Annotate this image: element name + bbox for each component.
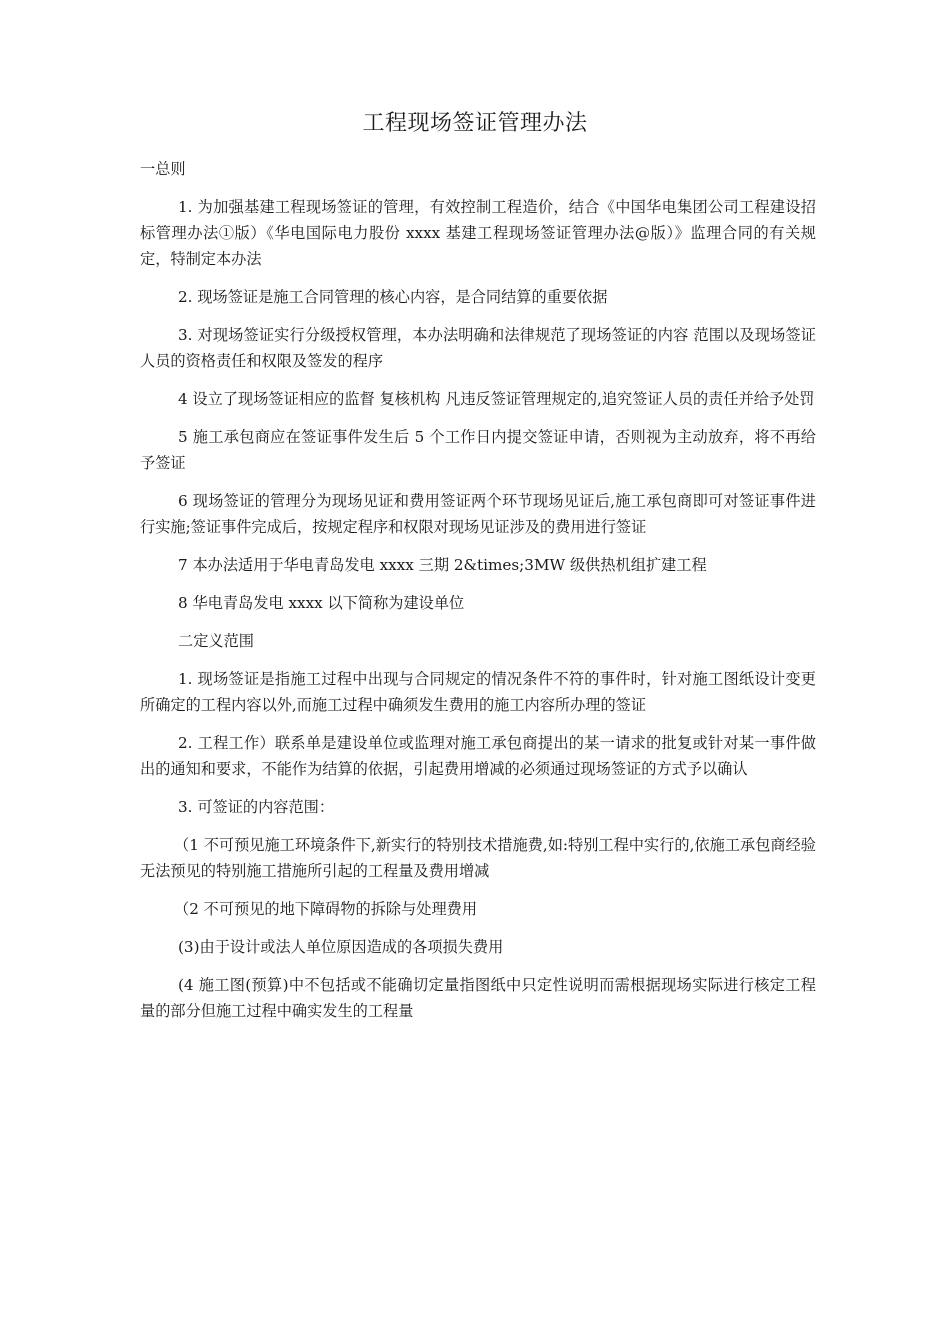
document-title: 工程现场签证管理办法: [362, 111, 588, 136]
paragraph-general-3: 3. 对现场签证实行分级授权管理，本办法明确和法律规范了现场签证的内容 范围以及现场签证人员的资格责任和权限及签发的程序: [140, 326, 816, 370]
section-heading-definitions: 二定义范围: [178, 632, 254, 650]
paragraph-definition-3: 3. 可签证的内容范围：: [178, 798, 335, 816]
list-item-scope-1: （1 不可预见施工环境条件下,新实行的特别技术措施费,如:特别工程中实行的,依施工承包商经验无法预见的特别施工措施所引起的工程量及费用增减: [140, 836, 816, 880]
paragraph-definition-1: 1. 现场签证是指施工过程中出现与合同规定的情况条件不符的事件时，针对施工图纸设计变更所确定的工程内容以外,而施工过程中确须发生费用的施工内容所办理的签证: [140, 670, 816, 714]
paragraph-general-1: 1. 为加强基建工程现场签证的管理，有效控制工程造价，结合《中国华电集团公司工程建设招标管理办法①版）《华电国际电力股份 xxxx 基建工程现场签证管理办法@版）》监理合同的有关规定，特制定本办法: [140, 198, 816, 268]
paragraph-general-6: 6 现场签证的管理分为现场见证和费用签证两个环节现场见证后,施工承包商即可对签证事件进行实施;签证事件完成后，按规定程序和权限对现场见证涉及的费用进行签证: [140, 492, 816, 536]
paragraph-general-7: 7 本办法适用于华电青岛发电 xxxx 三期 2&times;3MW 级供热机组扩建工程: [178, 556, 707, 574]
list-item-scope-2: （2 不可预见的地下障碍物的拆除与处理费用: [174, 900, 478, 918]
list-item-scope-4: (4 施工图(预算)中不包括或不能确切定量指图纸中只定性说明而需根据现场实际进行核定工程量的部分但施工过程中确实发生的工程量: [140, 976, 816, 1020]
paragraph-general-8: 8 华电青岛发电 xxxx 以下简称为建设单位: [178, 594, 465, 612]
paragraph-general-2: 2. 现场签证是施工合同管理的核心内容，是合同结算的重要依据: [178, 288, 608, 306]
section-heading-general: 一总则: [140, 160, 186, 178]
document-body: [140, 156, 816, 1036]
list-item-scope-3: (3)由于设计或法人单位原因造成的各项损失费用: [178, 938, 504, 956]
paragraph-general-4: 4 设立了现场签证相应的监督 复核机构 凡违反签证管理规定的,追究签证人员的责任并给予处罚: [178, 390, 815, 408]
paragraph-general-5: 5 施工承包商应在签证事件发生后 5 个工作日内提交签证申请，否则视为主动放弃，将不再给予签证: [140, 428, 816, 472]
paragraph-definition-2: 2. 工程工作）联系单是建设单位或监理对施工承包商提出的某一请求的批复或针对某一事件做出的通知和要求，不能作为结算的依据，引起费用增减的必须通过现场签证的方式予以确认: [140, 734, 816, 778]
